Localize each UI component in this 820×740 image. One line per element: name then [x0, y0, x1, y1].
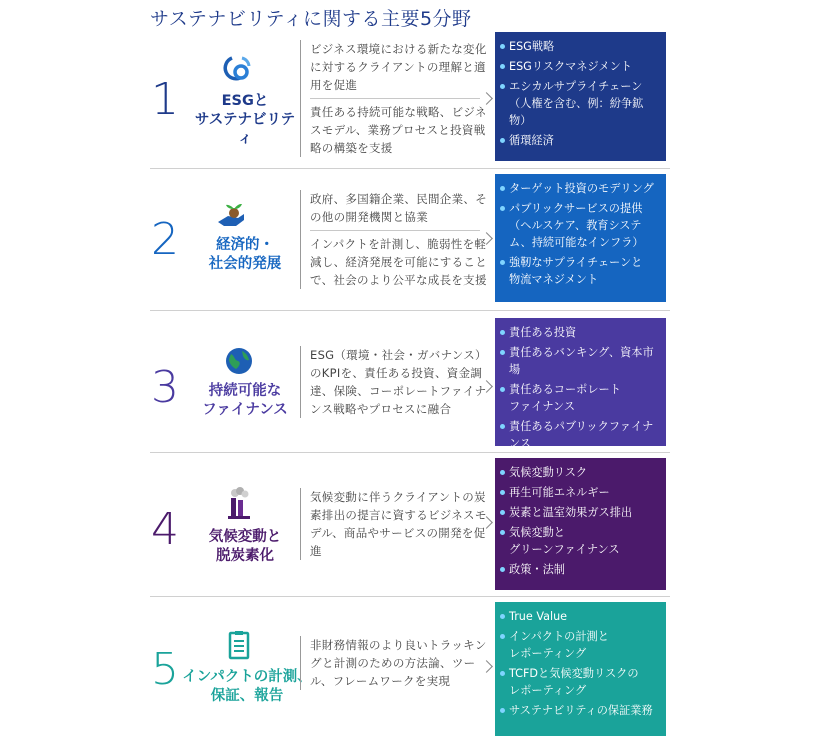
description-text: ESG（環境・社会・ガバナンス）のKPIを、責任ある投資、資金調達、保険、コーポレートファイナンス戦略やプロセスに融合: [310, 348, 487, 416]
description-text: 政府、多国籍企業、民間企業、その他の開発機関と協業: [310, 192, 487, 224]
label-line: 気候変動と: [208, 529, 282, 545]
label-line: ファイナンス: [202, 402, 288, 418]
area-number: 5: [151, 644, 179, 695]
label-line: 持続可能な: [208, 383, 282, 399]
topics-box: [495, 174, 666, 302]
topic-item: 責任ある投資: [509, 324, 660, 341]
topic-item: エシカルサプライチェーン （人権を含む、例：紛争鉱物）: [509, 78, 660, 129]
area-description: [300, 636, 490, 690]
label-line: 脱炭素化: [216, 548, 274, 564]
label-line: 保証、報告: [210, 688, 284, 704]
topic-item: 責任あるバンキング、資本市場: [509, 344, 660, 378]
area-label: [190, 92, 300, 149]
area-description: [300, 40, 490, 157]
topic-item: 政策・法制: [509, 561, 660, 578]
topic-item: 循環経済: [509, 132, 660, 149]
area-description: [300, 346, 490, 418]
topic-item: サステナビリティの保証業務: [509, 702, 660, 719]
topic-item: 強靭なサプライチェーンと 物流マネジメント: [509, 254, 660, 288]
label-line: ESGと: [221, 93, 269, 109]
topic-item: 責任あるパブリックファイナンス: [509, 418, 660, 452]
topic-item: TCFDと気候変動リスクの レポーティング: [509, 665, 660, 699]
area-description: [300, 190, 490, 289]
area-label: [190, 528, 300, 566]
area-row-3: [150, 312, 670, 448]
area-row-5: [150, 598, 670, 738]
esg-rings-icon: [222, 52, 256, 86]
label-line: 経済的・: [216, 237, 274, 253]
area-row-4: [150, 454, 670, 592]
topic-item: 再生可能エネルギー: [509, 484, 660, 501]
description-text: 気候変動に伴うクライアントの炭素排出の提言に資するビジネスモデル、商品やサービスの開発を促進: [310, 490, 487, 558]
hand-sprout-icon: [214, 196, 248, 230]
topic-item: 責任あるコーポレート ファイナンス: [509, 381, 660, 415]
area-row-1: [150, 30, 670, 162]
area-number: 2: [151, 214, 179, 265]
description-text: 非財務情報のより良いトラッキングと計測のための方法論、ツール、フレームワークを実現: [310, 638, 487, 688]
topic-item: 気候変動と グリーンファイナンス: [509, 524, 660, 558]
topic-item: True Value: [509, 608, 660, 625]
topics-box: [495, 458, 666, 590]
area-description: [300, 488, 490, 560]
area-label: [190, 382, 300, 420]
topic-item: ESGリスクマネジメント: [509, 58, 660, 75]
topic-item: 炭素と温室効果ガス排出: [509, 504, 660, 521]
row-separator: [150, 310, 670, 311]
area-label: [182, 668, 312, 706]
globe-icon: [222, 344, 256, 378]
area-label: [190, 236, 300, 274]
topic-item: 気候変動リスク: [509, 464, 660, 481]
topics-box: [495, 32, 666, 161]
page-title: サステナビリティに関する主要5分野: [150, 8, 472, 30]
topic-item: パブリックサービスの提供 （ヘルスケア、教育システム、持続可能なインフラ）: [509, 200, 660, 251]
label-line: 社会的発展: [208, 256, 282, 272]
topic-item: インパクトの計測と レポーティング: [509, 628, 660, 662]
clipboard-icon: [222, 628, 256, 662]
factory-smoke-icon: [222, 486, 256, 520]
topic-item: ターゲット投資のモデリング: [509, 180, 660, 197]
row-separator: [150, 452, 670, 453]
description-divider: [310, 230, 480, 231]
description-text: ビジネス環境における新たな変化に対するクライアントの理解と適用を促進: [310, 42, 487, 92]
description-text: 責任ある持続可能な戦略、ビジネスモデル、業務プロセスと投資戦略の構築を支援: [310, 105, 487, 155]
area-number: 1: [151, 74, 179, 125]
row-separator: [150, 596, 670, 597]
label-line: インパクトの計測、: [182, 669, 312, 685]
label-line: サステナビリティ: [194, 112, 296, 147]
row-separator: [150, 168, 670, 169]
description-text: インパクトを計測し、脆弱性を軽減し、経済発展を可能にすることで、社会のより公平な成長を支援: [310, 237, 487, 287]
area-row-2: [150, 170, 670, 305]
topics-box: [495, 602, 666, 736]
topics-box: [495, 318, 666, 450]
description-divider: [310, 98, 480, 99]
topic-item: ESG戦略: [509, 38, 660, 55]
area-number: 4: [151, 504, 179, 555]
area-number: 3: [151, 362, 179, 413]
